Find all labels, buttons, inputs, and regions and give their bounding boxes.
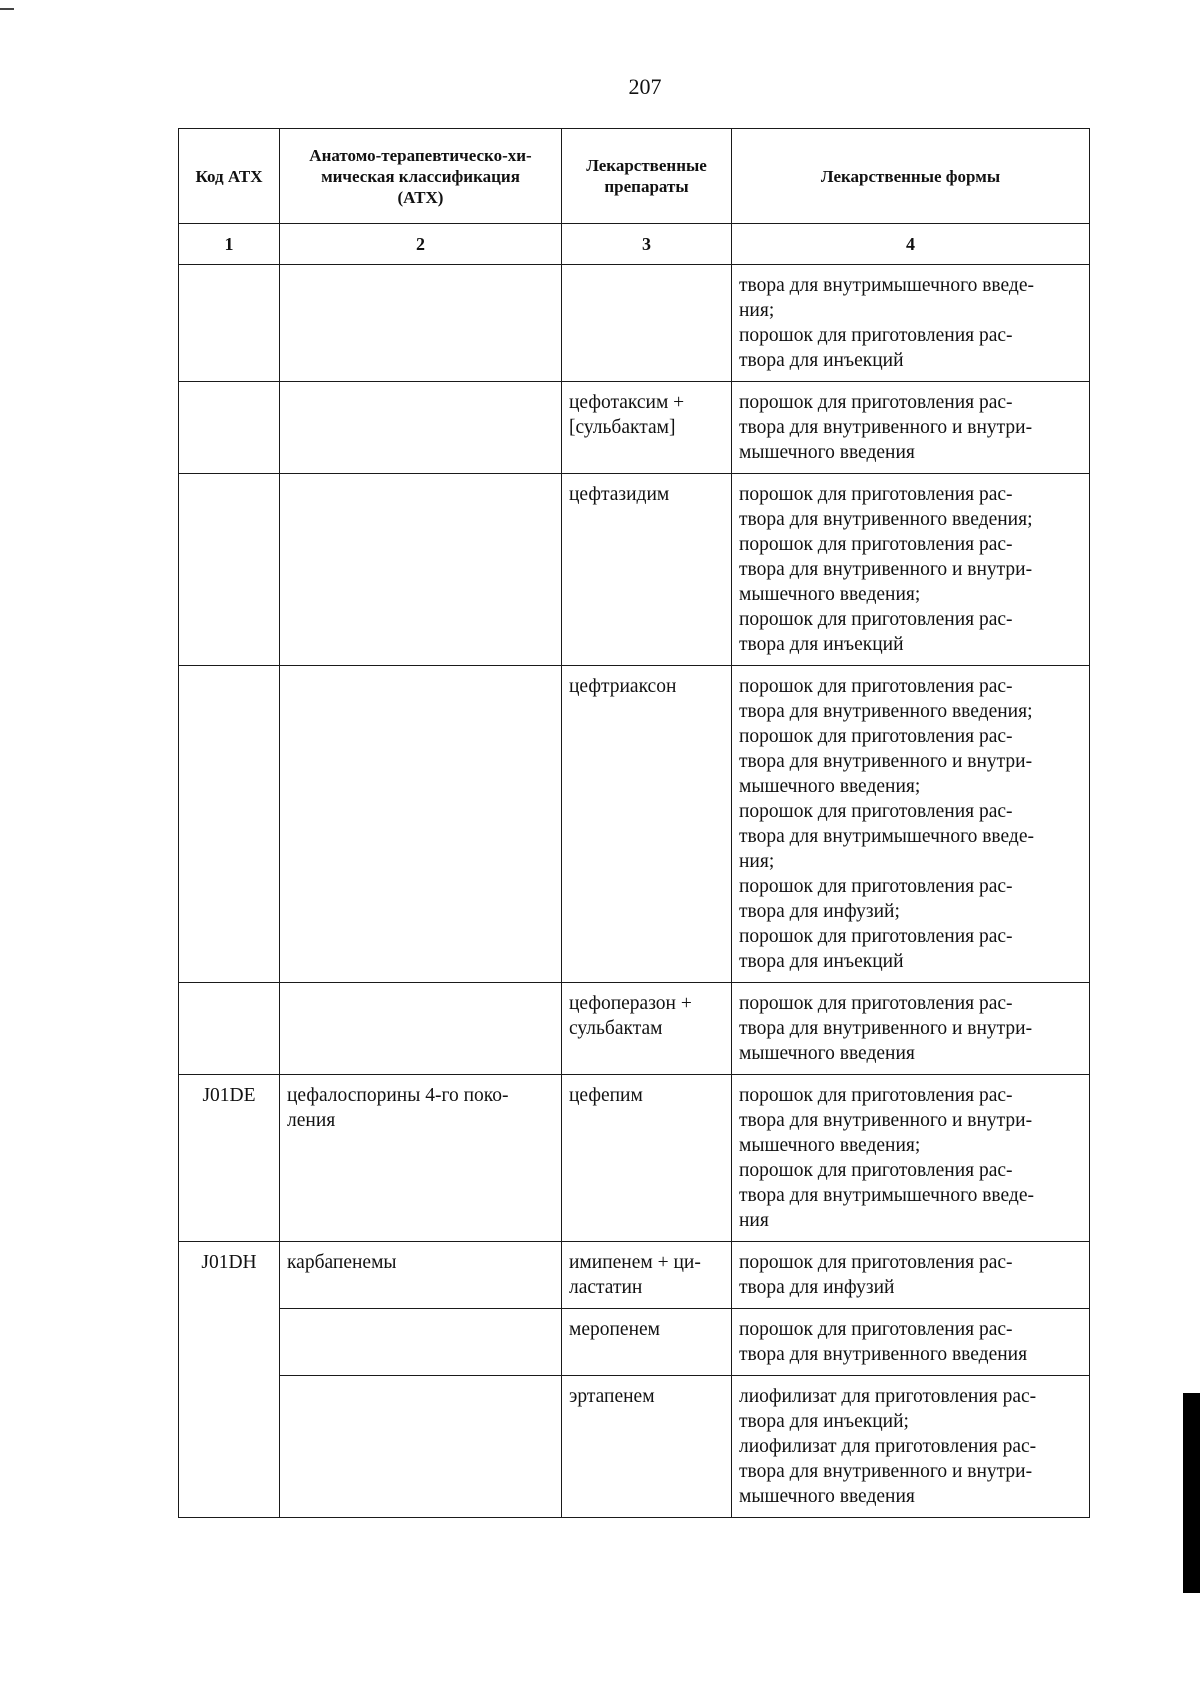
cell-text-line: порошок для приготовления рас- [739, 609, 1013, 630]
cell-text-line: порошок для приготовления рас- [739, 484, 1013, 505]
cell-text-line: твора для внутривенного и внутри- [739, 1110, 1033, 1131]
cell-text-line: мышечного введения [739, 1486, 915, 1507]
cell-text-line: мышечного введения [739, 1043, 915, 1064]
cell-text-line: (ATX) [397, 187, 444, 207]
drug-cell [562, 1376, 732, 1518]
cell-text-line: твора для инфузий; [739, 901, 900, 922]
atx-code-cell [179, 265, 280, 382]
header-classification [280, 129, 562, 224]
cell-text-line: твора для внутривенного введения; [739, 701, 1033, 722]
cell-text-line: мышечного введения; [739, 1135, 921, 1156]
dosage-forms-cell [732, 1309, 1090, 1376]
cell-text-line: твора для внутривенного введения [739, 1344, 1028, 1365]
drug-cell [562, 983, 732, 1075]
cell-text-line: ния; [739, 851, 775, 872]
cell-text-line: твора для инфузий [739, 1277, 895, 1298]
classification-cell [280, 1075, 562, 1242]
dosage-forms-cell [732, 1075, 1090, 1242]
classification-cell [280, 1309, 562, 1376]
cell-text-line: порошок для приготовления рас- [739, 876, 1013, 897]
header-row [179, 129, 1090, 224]
cell-text-line: препараты [604, 177, 689, 196]
dosage-forms-cell [732, 265, 1090, 382]
cell-text-line: мышечного введения; [739, 776, 921, 797]
cell-text-line: порошок для приготовления рас- [739, 676, 1013, 697]
cell-text-line: [сульбактам] [569, 417, 676, 438]
cell-text-line: Лекарственные формы [820, 166, 1001, 186]
cell-text-line: твора для инъекций [739, 350, 904, 371]
cell-text-line: порошок для приготовления рас- [739, 534, 1013, 555]
drug-cell [562, 265, 732, 382]
cell-text-line: порошок для приготовления рас- [739, 325, 1013, 346]
cell-text-line: Анатомо-терапевтическо-хи- [309, 145, 532, 165]
column-number: 1 [179, 224, 280, 265]
cell-text-line: порошок для приготовления рас- [739, 726, 1013, 747]
header-dosage-forms [732, 129, 1090, 224]
cell-text-line: порошок для приготовления рас- [739, 1085, 1013, 1106]
cell-text-line: цефалоспорины 4-го поко- [287, 1085, 509, 1106]
page-number: 207 [628, 74, 662, 99]
table-row [179, 1075, 1090, 1242]
cell-text-line: порошок для приготовления рас- [739, 1160, 1013, 1181]
cell-text-line: ления [287, 1110, 336, 1131]
classification-cell [280, 666, 562, 983]
table-row [179, 1242, 1090, 1309]
table-row [179, 666, 1090, 983]
cell-text-line: цефтриаксон [569, 676, 677, 697]
atx-code-cell [179, 382, 280, 474]
cell-text-line: цефтазидим [569, 484, 670, 505]
atx-code-cell [179, 1075, 280, 1242]
cell-text-line: ния; [739, 300, 775, 321]
cell-text-line: сульбактам [569, 1018, 663, 1039]
column-number: 3 [562, 224, 732, 265]
cell-text-line: лиофилизат для приготовления рас- [739, 1386, 1037, 1407]
cell-text-line: порошок для приготовления рас- [739, 1319, 1013, 1340]
atx-table [178, 128, 1090, 1518]
classification-cell [280, 983, 562, 1075]
cell-text-line: Лекарственные [586, 156, 707, 175]
header-atx-code [179, 129, 280, 224]
dosage-forms-cell [732, 983, 1090, 1075]
classification-cell [280, 382, 562, 474]
classification-cell [280, 1242, 562, 1309]
cell-text-line: твора для внутривенного и внутри- [739, 1461, 1033, 1482]
table-row [179, 382, 1090, 474]
drug-cell [562, 1075, 732, 1242]
cell-text-line: твора для инъекций; [739, 1411, 909, 1432]
cell-text-line: твора для инъекций [739, 951, 904, 972]
cell-text-line: твора для внутримышечного введе- [739, 826, 1034, 847]
table-row [179, 983, 1090, 1075]
classification-cell [280, 1376, 562, 1518]
cell-text-line: Код ATX [195, 166, 263, 186]
drug-cell [562, 474, 732, 666]
cell-text-line: цефоперазон + [569, 993, 692, 1014]
cell-text-line: твора для внутривенного и внутри- [739, 751, 1033, 772]
atx-code-cell [179, 474, 280, 666]
dosage-forms-cell [732, 666, 1090, 983]
cell-text-line: порошок для приготовления рас- [739, 1252, 1013, 1273]
cell-text-line: имипенем + ци- [569, 1252, 701, 1273]
dosage-forms-cell [732, 382, 1090, 474]
cell-text-line: порошок для приготовления рас- [739, 392, 1013, 413]
column-number-row [179, 224, 1090, 265]
cell-text-line: порошок для приготовления рас- [739, 926, 1013, 947]
cell-text-line: твора для внутривенного и внутри- [739, 417, 1033, 438]
cell-text-line: порошок для приготовления рас- [739, 993, 1013, 1014]
cell-text-line: мическая классификация [321, 166, 520, 186]
cell-text-line: порошок для приготовления рас- [739, 801, 1013, 822]
cell-text-line: ластатин [569, 1277, 643, 1298]
cell-text-line: J01DE [202, 1085, 256, 1106]
cell-text-line: твора для внутримышечного введе- [739, 1185, 1034, 1206]
drug-cell [562, 1242, 732, 1309]
drug-cell [562, 382, 732, 474]
column-number: 2 [280, 224, 562, 265]
classification-cell [280, 474, 562, 666]
dosage-forms-cell [732, 474, 1090, 666]
table-row [179, 1376, 1090, 1518]
dosage-forms-cell [732, 1242, 1090, 1309]
table-row [179, 1309, 1090, 1376]
classification-cell [280, 265, 562, 382]
scan-edge-bar [1183, 1393, 1200, 1593]
drug-cell [562, 1309, 732, 1376]
cell-text-line: мышечного введения; [739, 584, 921, 605]
table-row [179, 474, 1090, 666]
cell-text-line: карбапенемы [287, 1252, 397, 1273]
header-drugs [562, 129, 732, 224]
cell-text-line: лиофилизат для приготовления рас- [739, 1436, 1037, 1457]
table-row [179, 265, 1090, 382]
column-number: 4 [732, 224, 1090, 265]
cell-text-line: твора для внутривенного введения; [739, 509, 1033, 530]
drug-cell [562, 666, 732, 983]
cell-text-line: твора для внутривенного и внутри- [739, 559, 1033, 580]
cell-text-line: эртапенем [569, 1386, 655, 1407]
cell-text-line: меропенем [569, 1319, 661, 1340]
cell-text-line: мышечного введения [739, 442, 915, 463]
atx-code-cell [179, 1242, 280, 1518]
cell-text-line: твора для внутривенного и внутри- [739, 1018, 1033, 1039]
atx-code-cell [179, 983, 280, 1075]
cell-text-line: цефотаксим + [569, 392, 685, 413]
cell-text-line: цефепим [569, 1085, 643, 1106]
scan-edge-mark [0, 8, 14, 10]
cell-text-line: твора для внутримышечного введе- [739, 275, 1034, 296]
cell-text-line: твора для инъекций [739, 634, 904, 655]
atx-code-cell [179, 666, 280, 983]
cell-text-line: ния [739, 1210, 769, 1231]
dosage-forms-cell [732, 1376, 1090, 1518]
cell-text-line: J01DH [201, 1252, 257, 1273]
